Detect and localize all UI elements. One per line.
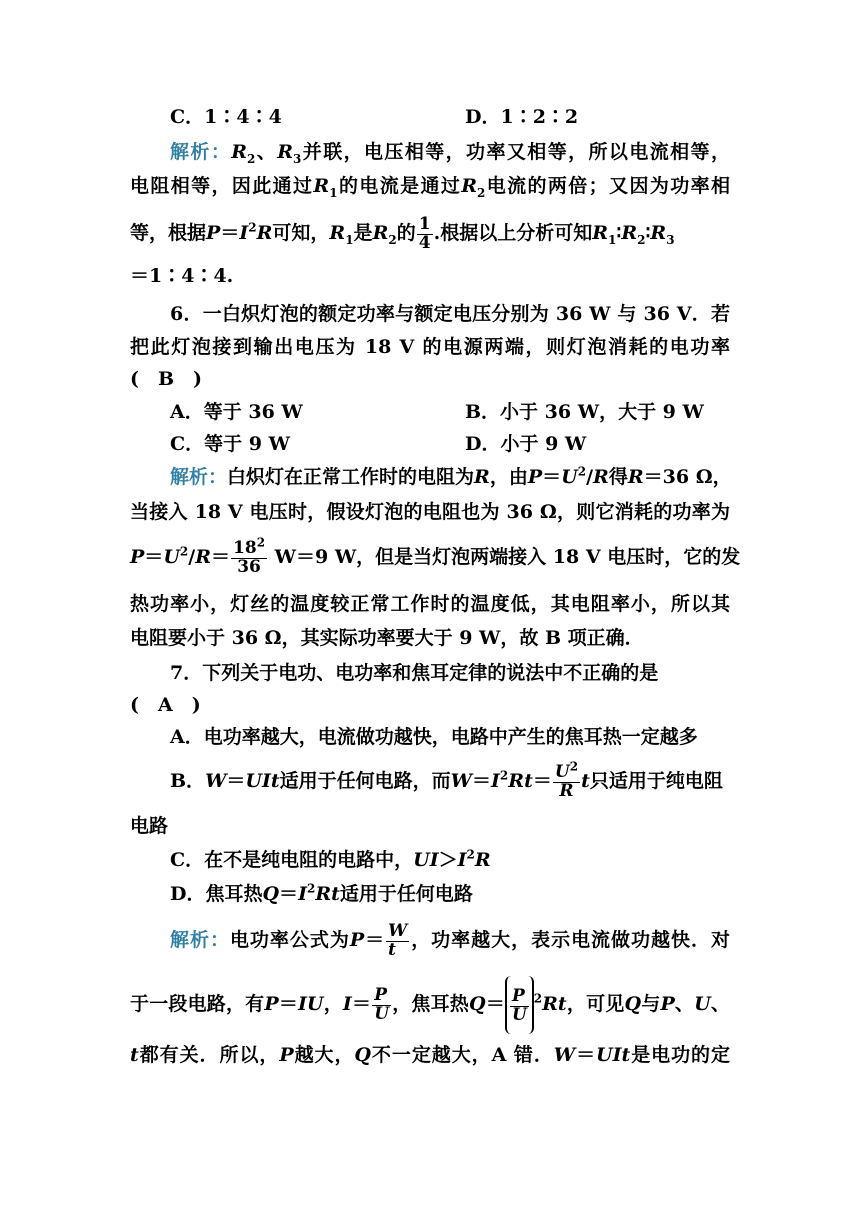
q6-option-b: B．小于 36 W，大于 9 W bbox=[465, 401, 704, 423]
fraction-usq-over-r: $\frac{U^2}{R}$ bbox=[554, 759, 579, 801]
q6-explanation-line-1: 解析：白炽灯在正常工作时的电阻为R，由$P=U^2/R$得R＝36 Ω， bbox=[170, 464, 732, 488]
q6-stem-line-1: 6．一白炽灯泡的额定功率与额定电压分别为 36 W 与 36 V．若 bbox=[170, 303, 730, 325]
q6-explanation-line-2: 当接入 18 V 电压时，假设灯泡的电阻也为 36 Ω，则它消耗的功率为 bbox=[130, 501, 730, 523]
option-c-text: C．1∶4∶4 bbox=[170, 106, 282, 128]
q7-explanation-line-2: 于一段电路，有P＝IU，I＝ $\frac{P}{U}$ ，焦耳热Q＝ $\frac{P}{U}$ $^2$Rt，可见Q与P、U、 bbox=[130, 975, 730, 1033]
explanation-label: 解析： bbox=[170, 141, 232, 163]
fraction-one-quarter: $\frac{1}{4}$ bbox=[418, 213, 431, 253]
q5-option-c bbox=[170, 103, 770, 131]
explanation-label: 解析： bbox=[170, 929, 230, 951]
q6-explanation-line-3: $P=U^2/R=$ $\frac{18^2}{36}$ W＝9 W，但是当灯泡两端接入 18 V 电压时，它的发 bbox=[130, 535, 741, 577]
q6-explanation-line-5: 电阻要小于 36 Ω，其实际功率要大于 9 W，故 B 项正确． bbox=[130, 627, 644, 649]
q5-explanation-line-1: 解析：$R_2$、$R_3$并联，电压相等，功率又相等，所以电流相等， bbox=[170, 141, 730, 166]
q6-answer: ( B ) bbox=[130, 368, 203, 390]
q5-explanation-line-4: ＝1∶4∶4. bbox=[130, 265, 234, 287]
q7-stem-line-1: 7．下列关于电功、电功率和焦耳定律的说法中不正确的是 bbox=[170, 662, 659, 684]
fraction-18sq-over-36: $\frac{18^2}{36}$ bbox=[233, 535, 266, 577]
parenthesized-fraction: $\frac{P}{U}$ bbox=[505, 976, 534, 1034]
q6-stem-line-2: 把此灯泡接到输出电压为 18 V 的电源两端，则灯泡消耗的电功率 bbox=[130, 336, 730, 358]
q7-explanation-line-1: 解析：电功率公式为P＝ $\frac{W}{t}$ ，功率越大，表示电流做功越快．对 bbox=[170, 920, 730, 960]
q7-option-b: B．W＝UIt适用于任何电路，而$W=I^2Rt=$ $\frac{U^2}{R}$ t只适用于纯电阻 bbox=[170, 759, 723, 801]
explanation-label: 解析： bbox=[170, 466, 228, 488]
q6-option-d: D．小于 9 W bbox=[465, 433, 587, 455]
q5-option-d: D．1∶2∶2 bbox=[465, 106, 579, 128]
fraction-w-over-t: $\frac{W}{t}$ bbox=[388, 920, 408, 960]
q7-option-d: D．焦耳热$Q=I^2Rt$适用于任何电路 bbox=[170, 881, 473, 905]
fraction-p-over-u: $\frac{P}{U}$ bbox=[374, 984, 390, 1024]
q6-explanation-line-4: 热功率小，灯丝的温度较正常工作时的温度低，其电阻率小，所以其 bbox=[130, 593, 730, 615]
q6-option-c: C．等于 9 W D．小于 9 W bbox=[170, 430, 770, 458]
q6-option-a: A．等于 36 W B．小于 36 W，大于 9 W bbox=[170, 398, 770, 426]
q7-answer: ( A ) bbox=[130, 694, 201, 716]
q7-option-a: A．电功率越大，电流做功越快，电路中产生的焦耳热一定越多 bbox=[170, 726, 698, 748]
q7-option-b-continued: 电路 bbox=[130, 815, 169, 837]
q5-explanation-line-2: 电阻相等，因此通过$R_1$的电流是通过$R_2$电流的两倍；又因为功率相 bbox=[130, 175, 730, 200]
q5-explanation-line-3: 等，根据$P=I^2R$可知，$R_1$是$R_2$的 $\frac{1}{4}$ .根据以上分析可知$R_1∶R_2∶R_3$ bbox=[130, 213, 675, 253]
q7-option-c: C．在不是纯电阻的电路中，$UI>I^2R$ bbox=[170, 847, 491, 871]
q7-explanation-line-3: t都有关．所以，P越大，Q不一定越大，A 错．W＝UIt是电功的定 bbox=[130, 1044, 730, 1066]
